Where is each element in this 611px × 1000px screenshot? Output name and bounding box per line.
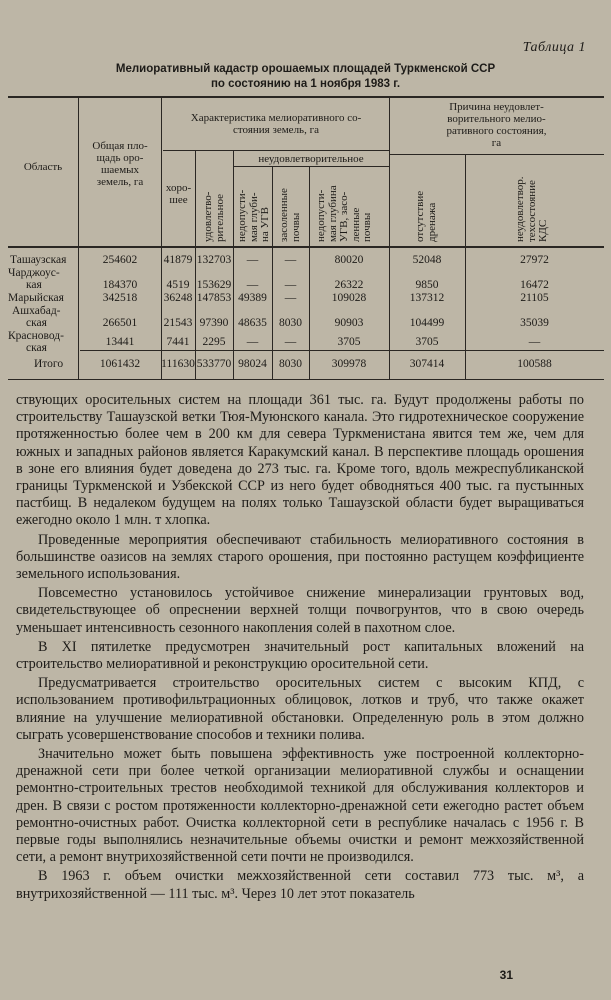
reason-underline bbox=[389, 154, 604, 155]
header-total: Общая пло- щадь оро- шаемых земель, га bbox=[92, 140, 148, 188]
header-saline: засоленные почвы bbox=[278, 188, 302, 242]
table-cell: 309978 bbox=[331, 358, 367, 370]
table-cell: 8030 bbox=[279, 317, 302, 329]
table-cell: 48635 bbox=[238, 317, 267, 329]
header-kds: неудовлетвор. техсостояние КДС bbox=[514, 176, 549, 242]
row-label: Красновод- ская bbox=[8, 330, 64, 354]
body-text bbox=[16, 392, 584, 905]
table-cell: — bbox=[246, 336, 259, 348]
table-top-rule bbox=[8, 96, 604, 98]
paragraph: Повсеместно установилось устойчивое снижение минерализации грунтовых вод, свидетельствующее об опреснении верхней толщи почвогрунтов, что в свою очередь уменьшает интенсивность сезонного накопления солей в пахотном слое. bbox=[16, 585, 584, 636]
table-cell: 3705 bbox=[415, 336, 439, 348]
table-cell: 3705 bbox=[337, 336, 361, 348]
header-ugv-depth: недопусти- мая глуби- на УГВ bbox=[236, 189, 271, 242]
table-cell: 147853 bbox=[196, 292, 232, 304]
table-cell: 16472 bbox=[520, 279, 549, 291]
table-cell: 307414 bbox=[409, 358, 445, 370]
table-caption bbox=[0, 62, 611, 92]
page-number: 31 bbox=[499, 968, 513, 982]
characteristic-underline bbox=[163, 150, 389, 151]
table-cell: 21543 bbox=[163, 317, 193, 329]
caption-line-1: Мелиоративный кадастр орошаемых площадей Туркменской ССР bbox=[115, 63, 496, 75]
table-cell: 9850 bbox=[415, 279, 439, 291]
table-cell: 4519 bbox=[166, 279, 190, 291]
row-label: Чарджоус- кая bbox=[8, 267, 60, 291]
table-cell: 21105 bbox=[520, 292, 549, 304]
row-label: Марыйская bbox=[8, 292, 64, 304]
table-cell: 132703 bbox=[196, 254, 232, 266]
col-divider-1 bbox=[78, 96, 79, 379]
table-bottom-rule bbox=[8, 379, 604, 380]
unsatisfactory-underline bbox=[233, 166, 389, 167]
paragraph: В 1963 г. объем очистки межхозяйственной сети составил 773 тыс. м³, а внутрихозяйственной — 111 тыс. м³. Через 10 лет этот показатель bbox=[16, 868, 584, 902]
table-cell: 2295 bbox=[202, 336, 226, 348]
table-cell: 52048 bbox=[412, 254, 442, 266]
table-cell: 13441 bbox=[105, 336, 135, 348]
table-cell: — bbox=[284, 292, 297, 304]
table-cell: 111630 bbox=[161, 358, 195, 370]
caption-line-2: по состоянию на 1 ноября 1983 г. bbox=[210, 78, 401, 90]
header-good: хоро- шее bbox=[165, 182, 192, 206]
table-cell: 7441 bbox=[166, 336, 190, 348]
table-cell: 1061432 bbox=[99, 358, 141, 370]
table-cell: 80020 bbox=[334, 254, 364, 266]
table-cell: 266501 bbox=[102, 317, 138, 329]
cadastre-table bbox=[0, 96, 611, 386]
table-cell: 104499 bbox=[409, 317, 445, 329]
table-label: Таблица 1 bbox=[522, 40, 586, 55]
table-cell: — bbox=[246, 254, 259, 266]
header-no-drainage: отсутствие дренажа bbox=[414, 190, 438, 242]
table-cell: 98024 bbox=[238, 358, 267, 370]
row-label: Ашхабад- ская bbox=[12, 305, 61, 329]
table-cell: — bbox=[284, 254, 297, 266]
table-cell: 8030 bbox=[279, 358, 302, 370]
paragraph: В XI пятилетке предусмотрен значительный рост капитальных вложений на строительство мелиоративной и реконструкцию оросительной сети. bbox=[16, 638, 584, 673]
table-cell: 90903 bbox=[334, 317, 364, 329]
table-cell: — bbox=[284, 279, 297, 291]
table-cell: 26322 bbox=[334, 279, 364, 291]
paragraph: ствующих оросительных систем на площади 361 тыс. га. Будут продолжены работы по строительству Ташаузской ветки Тюя-Муюнского канала. Это гидротехническое сооружение протяженностью более чем в 200 км для севера Туркменистана явится тем же, чем для южных и западных районов является Каракумский канал. В перспективе площадь орошения в зоне его влияния будет доведена до 273 тыс. га. Кроме того, вдоль межреспубликанской границы Туркменской и Узбекской ССР из него будет обводняться 400 тыс. га пустынных пастбищ. В недалеком будущем на полях только Ташаузской области будет выращиваться ежегодно около 1 млн. т хлопка. bbox=[16, 392, 584, 529]
table-cell: 36248 bbox=[163, 292, 193, 304]
row-label-total: Итого bbox=[34, 358, 64, 370]
row-label: Ташаузская bbox=[10, 254, 67, 266]
table-cell: 254602 bbox=[102, 254, 138, 266]
table-cell: — bbox=[246, 279, 259, 291]
header-satisfactory: удовлетво- рительное bbox=[202, 191, 226, 242]
table-cell: 49389 bbox=[238, 292, 267, 304]
table-cell: 184370 bbox=[102, 279, 138, 291]
header-bottom-rule bbox=[8, 246, 604, 248]
table-cell: 533770 bbox=[196, 358, 232, 370]
table-cell: 100588 bbox=[517, 358, 552, 370]
table-cell: — bbox=[528, 336, 541, 348]
table-cell: 41879 bbox=[163, 254, 193, 266]
table-cell: 342518 bbox=[102, 292, 138, 304]
table-cell: 137312 bbox=[409, 292, 445, 304]
totals-rule bbox=[80, 350, 604, 351]
paragraph: Значительно может быть повышена эффективность уже построенной коллекторно-дренажной сети при более четкой организации мелиоративной службы и оснащении ремонтно-строительных трестов необходимой техникой для обслуживания коллекторов и дрен. В связи с ростом протяженности коллекторно-дренажной сети ежегодно растет объем ремонтно-очистных работ. Очистка коллекторной сети в республике началась с 1956 г. В первые годы выполнялись незначительные объемы очистки и ремонт межхозяйственной сети, а ремонт внутрихозяйственной сети почти не производился. bbox=[16, 746, 584, 866]
table-cell: 35039 bbox=[520, 317, 549, 329]
header-ugv-saline: недопусти- мая глубина УГВ, засо- ленные почвы bbox=[315, 185, 373, 242]
table-cell: 97390 bbox=[199, 317, 229, 329]
table-cell: 153629 bbox=[196, 279, 232, 291]
paragraph: Проведенные мероприятия обеспечивают стабильность мелиоративного состояния в большинстве оазисов на землях старого орошения, при постоянно растущем коэффициенте земельного использования. bbox=[16, 531, 584, 583]
table-cell: 109028 bbox=[331, 292, 367, 304]
header-reason: Причина неудовлет- ворительного мелио- ративного состояния, га bbox=[446, 101, 547, 149]
header-unsatisfactory: неудовлетворительное bbox=[258, 153, 364, 165]
table-cell: — bbox=[284, 336, 297, 348]
paragraph: Предусматривается строительство оросительных систем с высоким КПД, с использованием противофильтрационных облицовок, лотков и труб, что также окажет влияние на улучшение мелиоративной обстановки. Определенную роль в этом должно сыграть усовершенствование способов и техники полива. bbox=[16, 675, 584, 743]
header-region: Область bbox=[23, 161, 63, 173]
header-characteristic: Характеристика мелиоративного со- стояния земель, га bbox=[190, 112, 362, 136]
table-cell: 27972 bbox=[520, 254, 549, 266]
